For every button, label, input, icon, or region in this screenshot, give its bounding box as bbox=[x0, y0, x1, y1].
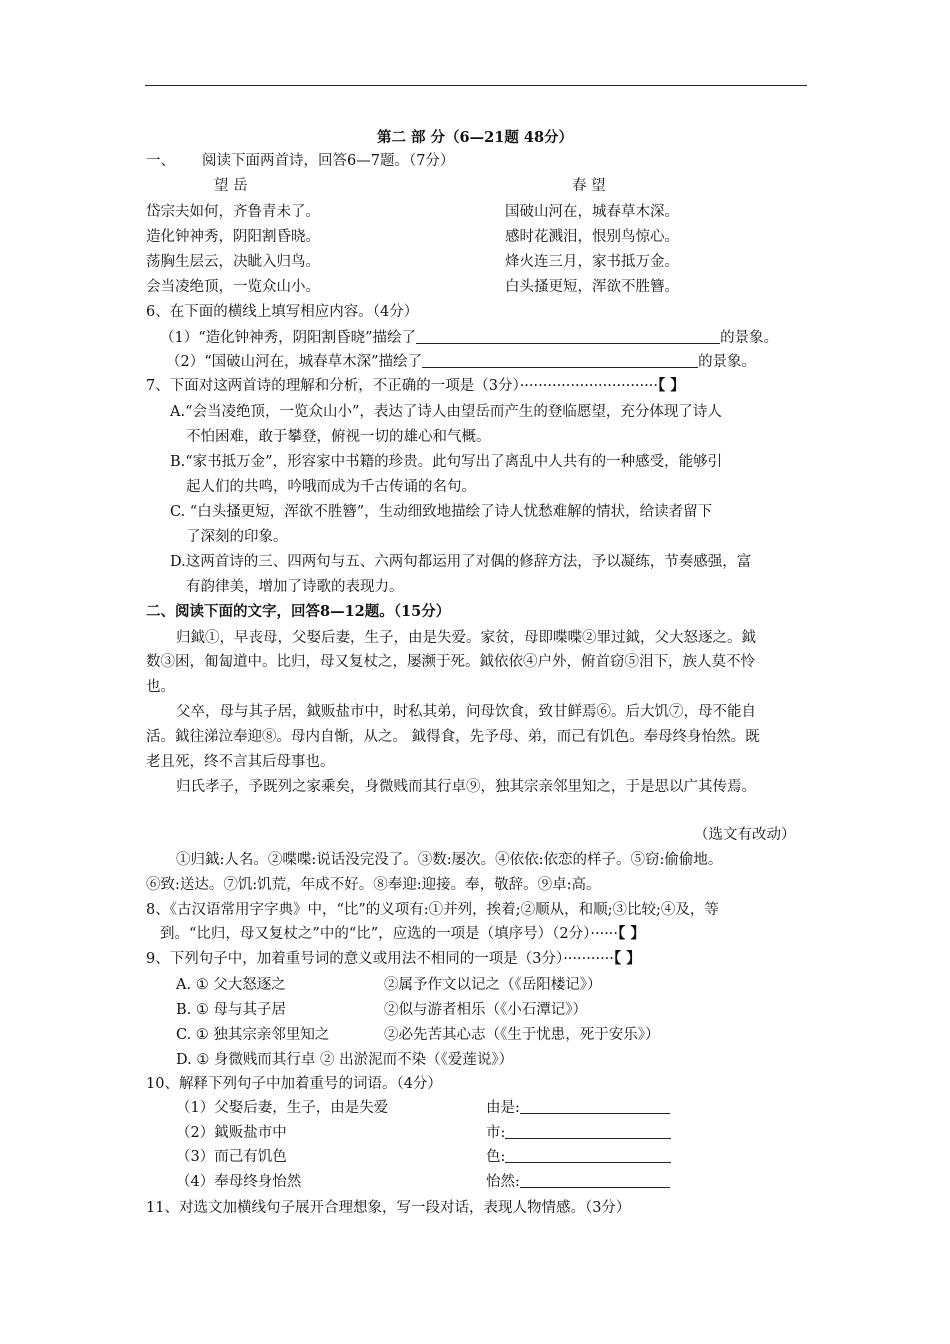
q7-option-a-cont: 不怕困难，敢于攀登，俯视一切的雄心和气概。 bbox=[186, 429, 491, 445]
q7-stem: 7、下面对这两首诗的理解和分析，不正确的一项是（3分）······························【 】 bbox=[146, 377, 685, 394]
q9-option-c-left: C. ① 独其宗亲邻里知之 bbox=[176, 1027, 330, 1043]
q1-header: 阅读下面两首诗，回答6—7题。（7分） bbox=[202, 153, 455, 169]
passage-source: （选文有改动） bbox=[694, 827, 796, 843]
passage-line: 归鉞①，早丧母，父娶后妻，生子，由是失爱。家贫，母即喋喋②罪过鉞，父大怒逐之。鉞 bbox=[176, 630, 756, 646]
q9-stem: 9、下列句子中，加着重号词的意义或用法不相同的一项是（3分）···········【 】 bbox=[146, 950, 641, 967]
poem2-line: 国破山河在，城春草木深。 bbox=[505, 204, 679, 220]
q7-option-a: A.“会当凌绝顶，一览众山小”，表达了诗人由望岳而产生的登临愿望，充分体现了诗人 bbox=[170, 404, 722, 420]
q10-blank[interactable] bbox=[520, 1098, 670, 1114]
q10-stem: 10、解释下列句子中加着重号的词语。（4分） bbox=[146, 1076, 442, 1092]
q9-option-a-right: ②属予作文以记之（《岳阳楼记》） bbox=[384, 977, 602, 993]
poem1-line: 会当凌绝顶，一览众山小。 bbox=[146, 279, 320, 295]
q10-item: （4）奉母终身怡然 bbox=[176, 1174, 302, 1190]
q7-option-d-cont: 有韵律美，增加了诗歌的表现力。 bbox=[186, 579, 404, 595]
poem2-title: 春 望 bbox=[572, 178, 606, 194]
q10-item: （2）鉞贩盐市中 bbox=[176, 1125, 287, 1141]
poem1-line: 岱宗夫如何，齐鲁青未了。 bbox=[146, 204, 320, 220]
q1-number: 一、 bbox=[146, 153, 175, 169]
q11-stem: 11、对选文加横线句子展开合理想象，写一段对话，表现人物情感。（3分） bbox=[146, 1200, 631, 1216]
poem1-line: 造化钟神秀，阴阳割昏晓。 bbox=[146, 229, 320, 245]
section-title: 第二 部 分（6—21题 48分） bbox=[376, 129, 574, 146]
poem1-title: 望 岳 bbox=[214, 178, 248, 194]
q9-answer-bracket[interactable]: 【 】 bbox=[613, 950, 641, 967]
q10-blank[interactable] bbox=[520, 1172, 670, 1188]
q10-answer: 市: bbox=[486, 1123, 671, 1143]
passage-notes: ⑥致:送达。⑦饥:饥荒，年成不好。⑧奉迎:迎接。奉，敬辞。⑨卓:高。 bbox=[146, 877, 601, 893]
passage-notes: ①归鉞:人名。②喋喋:说话没完没了。③数:屡次。④依依:依恋的样子。⑤窃:偷偷地。 bbox=[176, 852, 723, 868]
q10-answer: 怡然: bbox=[486, 1172, 670, 1192]
q9-option-b-left: B. ① 母与其子居 bbox=[176, 1002, 286, 1018]
passage-line: 父卒，母与其子居，鉞贩盐市中，时私其弟，问母饮食，致甘鲜焉⑥。后大饥⑦，母不能自 bbox=[176, 704, 756, 720]
q9-option-b-right: ②似与游者相乐（《小石潭记》） bbox=[384, 1002, 587, 1018]
q7-answer-bracket[interactable]: 【 】 bbox=[657, 377, 685, 394]
q7-option-c: C. “白头搔更短，浑欲不胜簪”，生动细致地描绘了诗人忧愁难解的情状，给读者留下 bbox=[170, 504, 713, 520]
q10-answer: 由是: bbox=[486, 1098, 670, 1118]
q9-option-d: D. ① 身微贱而其行卓 ② 出淤泥而不染（《爱莲说》） bbox=[176, 1052, 514, 1068]
poem2-line: 烽火连三月，家书抵万金。 bbox=[505, 254, 679, 270]
passage-line: 也。 bbox=[146, 679, 175, 695]
q7-option-b: B.“家书抵万金”，形容家中书籍的珍贵。此句写出了离乱中人共有的一种感受，能够引 bbox=[170, 454, 723, 470]
q10-blank[interactable] bbox=[505, 1147, 671, 1163]
passage-line: 活。鉞往涕泣奉迎⑧。母内自惭，从之。 鉞得食，先予母、弟，而己有饥色。奉母终身怡然。既 bbox=[146, 729, 760, 745]
passage-line: 老且死，终不言其后母事也。 bbox=[146, 754, 335, 770]
poem1-line: 荡胸生层云，决眦入归鸟。 bbox=[146, 254, 320, 270]
q8-line: 8、《古汉语常用字字典》中，“比”的义项有:①并列，挨着;②顺从，和顺;③比较;④及，等 bbox=[146, 902, 719, 918]
header-rule bbox=[145, 85, 807, 86]
q10-answer: 色: bbox=[486, 1147, 671, 1167]
q6-stem: 6、在下面的横线上填写相应内容。（4分） bbox=[146, 304, 419, 320]
q7-option-d: D.这两首诗的三、四两句与五、六两句都运用了对偶的修辞方法，予以凝练，节奏感强，富 bbox=[170, 554, 752, 570]
q6-item2: （2）“国破山河在，城春草木深”描绘了 的景象。 bbox=[166, 354, 757, 370]
q6-blank1[interactable] bbox=[416, 328, 720, 344]
q6-item1: （1）“造化钟神秀，阴阳割昏晓”描绘了 的景象。 bbox=[160, 330, 779, 346]
q7-option-c-cont: 了深刻的印象。 bbox=[186, 529, 288, 545]
poem2-line: 感时花溅泪，恨别鸟惊心。 bbox=[505, 229, 679, 245]
passage-line: 数③困，匍匐道中。比归，母又复杖之，屡濒于死。鉞依依④户外，俯首窃⑤泪下，族人莫不怜 bbox=[146, 654, 755, 670]
q10-blank[interactable] bbox=[505, 1123, 671, 1139]
q10-item: （1）父娶后妻，生子，由是失爱 bbox=[176, 1100, 389, 1116]
q9-option-c-right: ②必先苦其心志（《生于忧患，死于安乐》） bbox=[384, 1027, 660, 1043]
q6-blank2[interactable] bbox=[422, 352, 698, 368]
q2-header: 二、阅读下面的文字，回答8—12题。（15分） bbox=[146, 603, 451, 620]
poem2-line: 白头搔更短，浑欲不胜簪。 bbox=[505, 279, 679, 295]
q10-item: （3）而己有饥色 bbox=[176, 1149, 287, 1165]
q7-option-b-cont: 起人们的共鸣，吟哦而成为千古传诵的名句。 bbox=[186, 479, 476, 495]
q8-answer-bracket[interactable]: 【 】 bbox=[618, 925, 645, 942]
q8-line: 到。“比归，母又复杖之”中的“比”，应选的一项是（填序号）（2分）······【 】 bbox=[160, 925, 645, 942]
q9-option-a-left: A. ① 父大怒逐之 bbox=[176, 977, 286, 993]
passage-line: 归氏孝子，予既列之家乘矣，身微贱而其行卓⑨，独其宗亲邻里知之，于是思以广其传焉。 bbox=[176, 779, 756, 795]
